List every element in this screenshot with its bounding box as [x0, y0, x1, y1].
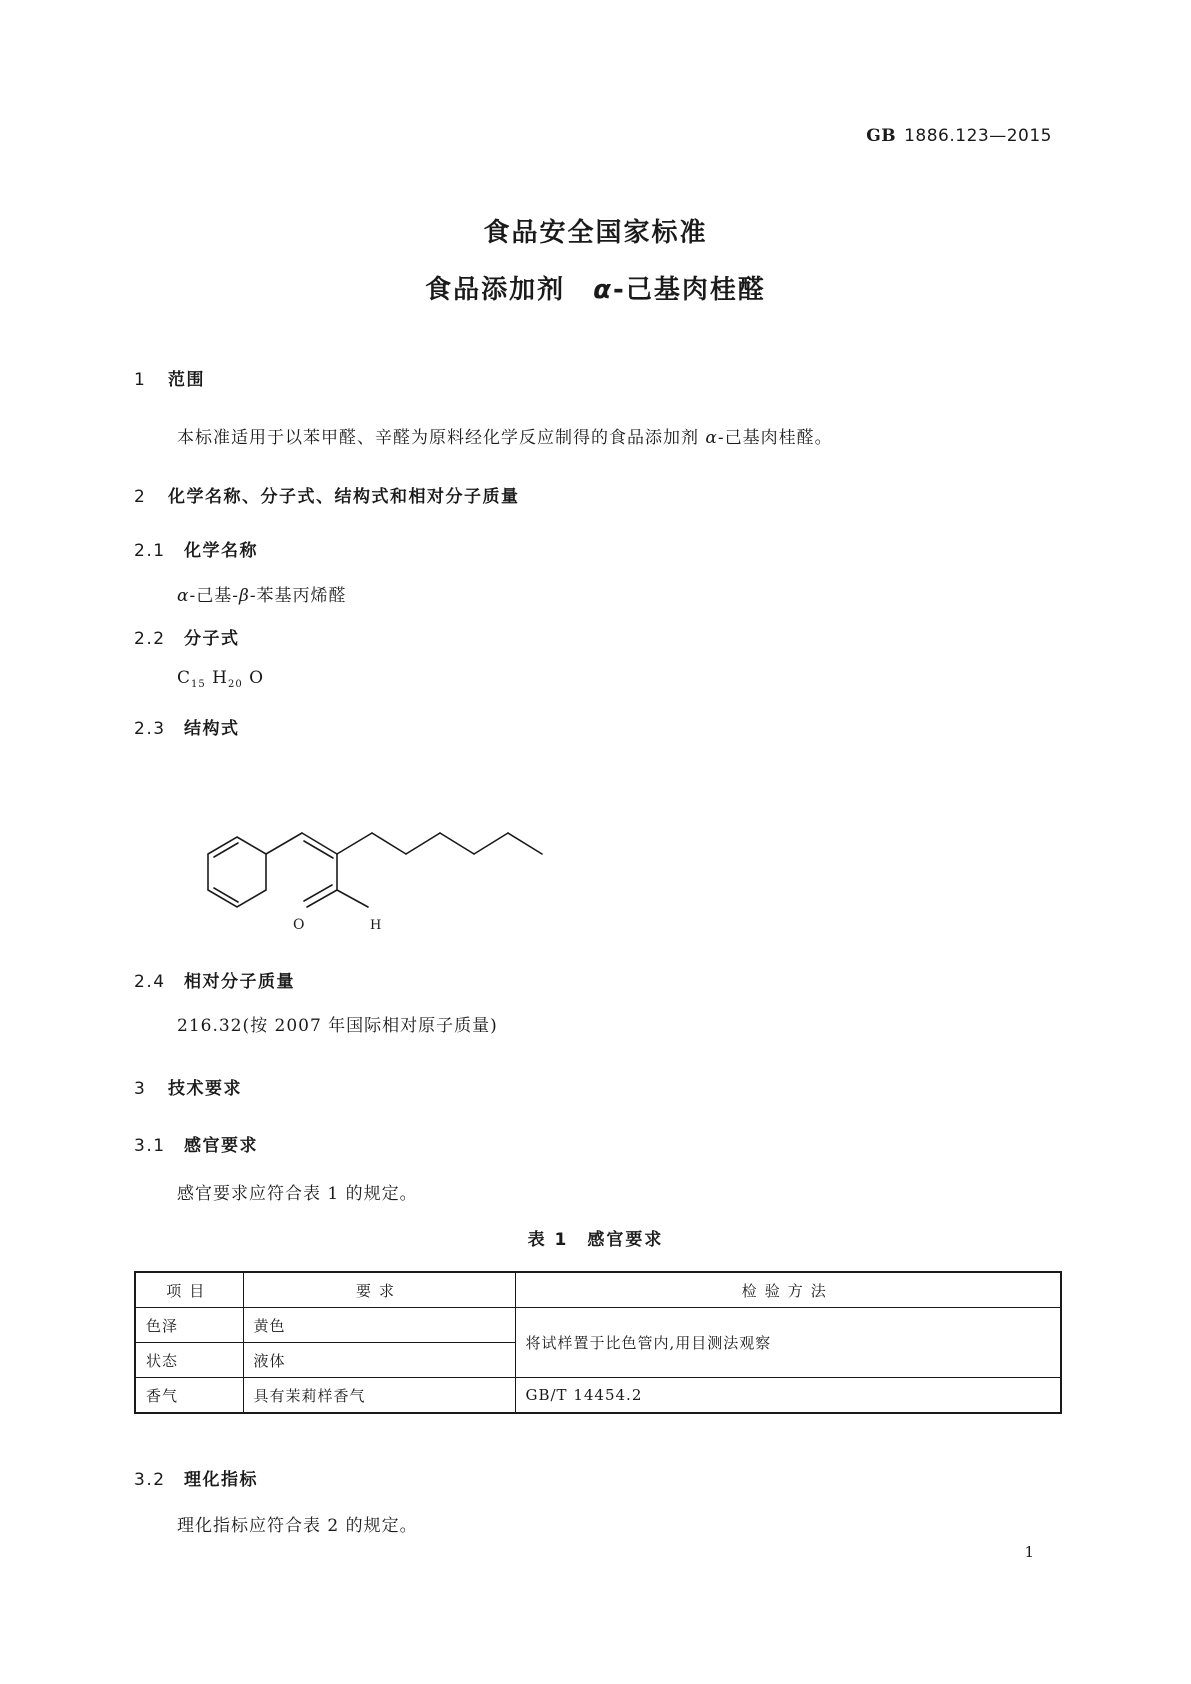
- table-cell: 液体: [243, 1343, 515, 1378]
- section-2-1-heading: 2.1 化学名称: [134, 541, 258, 561]
- section-1-heading: 1 范围: [134, 370, 205, 390]
- table-cell: GB/T 14454.2: [515, 1378, 1061, 1414]
- table-1-caption: 表 1 感官要求: [527, 1230, 664, 1250]
- section-3-heading: 3 技术要求: [134, 1079, 242, 1099]
- section-2-3-heading: 2.3 结构式: [134, 719, 240, 739]
- standard-number: GB 1886.123—2015: [866, 126, 1052, 146]
- atom-h-label: H: [370, 918, 382, 933]
- table-row: [135, 1378, 1061, 1414]
- structural-formula: [190, 830, 550, 945]
- section-3-1-heading: 3.1 感官要求: [134, 1136, 258, 1156]
- table-cell: 状态: [135, 1343, 243, 1378]
- section-3-1-body: 感官要求应符合表 1 的规定。: [177, 1184, 418, 1204]
- column-header-requirement: 要求: [243, 1272, 515, 1308]
- table-cell: 香气: [135, 1378, 243, 1414]
- table-cell: 具有茉莉样香气: [243, 1378, 515, 1414]
- section-3-2-body: 理化指标应符合表 2 的规定。: [177, 1516, 418, 1536]
- section-1-body: 本标准适用于以苯甲醛、辛醛为原料经化学反应制得的食品添加剂 α-己基肉桂醛。: [177, 428, 833, 448]
- section-2-2-heading: 2.2 分子式: [134, 629, 240, 649]
- title-line-2: 食品添加剂 α-己基肉桂醛: [425, 275, 766, 305]
- molecular-formula: $C_{15}$ $H_{20}$ O: [177, 668, 265, 690]
- section-3-2-heading: 3.2 理化指标: [134, 1470, 258, 1490]
- section-2-heading: 2 化学名称、分子式、结构式和相对分子质量: [134, 487, 520, 507]
- page-number: 1: [1024, 1543, 1034, 1561]
- chemical-name: α-己基-β-苯基丙烯醛: [177, 586, 347, 606]
- atom-o-label: O: [293, 917, 305, 933]
- table-cell: 色泽: [135, 1308, 243, 1343]
- table-cell-merged-method: 将试样置于比色管内,用目测法观察: [515, 1308, 1061, 1378]
- table-header-row: [135, 1272, 1061, 1308]
- molecular-mass: 216.32(按 2007 年国际相对原子质量): [177, 1016, 498, 1036]
- table-cell: 黄色: [243, 1308, 515, 1343]
- section-2-4-heading: 2.4 相对分子质量: [134, 972, 295, 992]
- title-line-1: 食品安全国家标准: [483, 218, 708, 248]
- sensory-requirements-table: [134, 1271, 1062, 1414]
- column-header-method: 检验方法: [515, 1272, 1061, 1308]
- column-header-item: 项目: [135, 1272, 243, 1308]
- table-row: [135, 1308, 1061, 1343]
